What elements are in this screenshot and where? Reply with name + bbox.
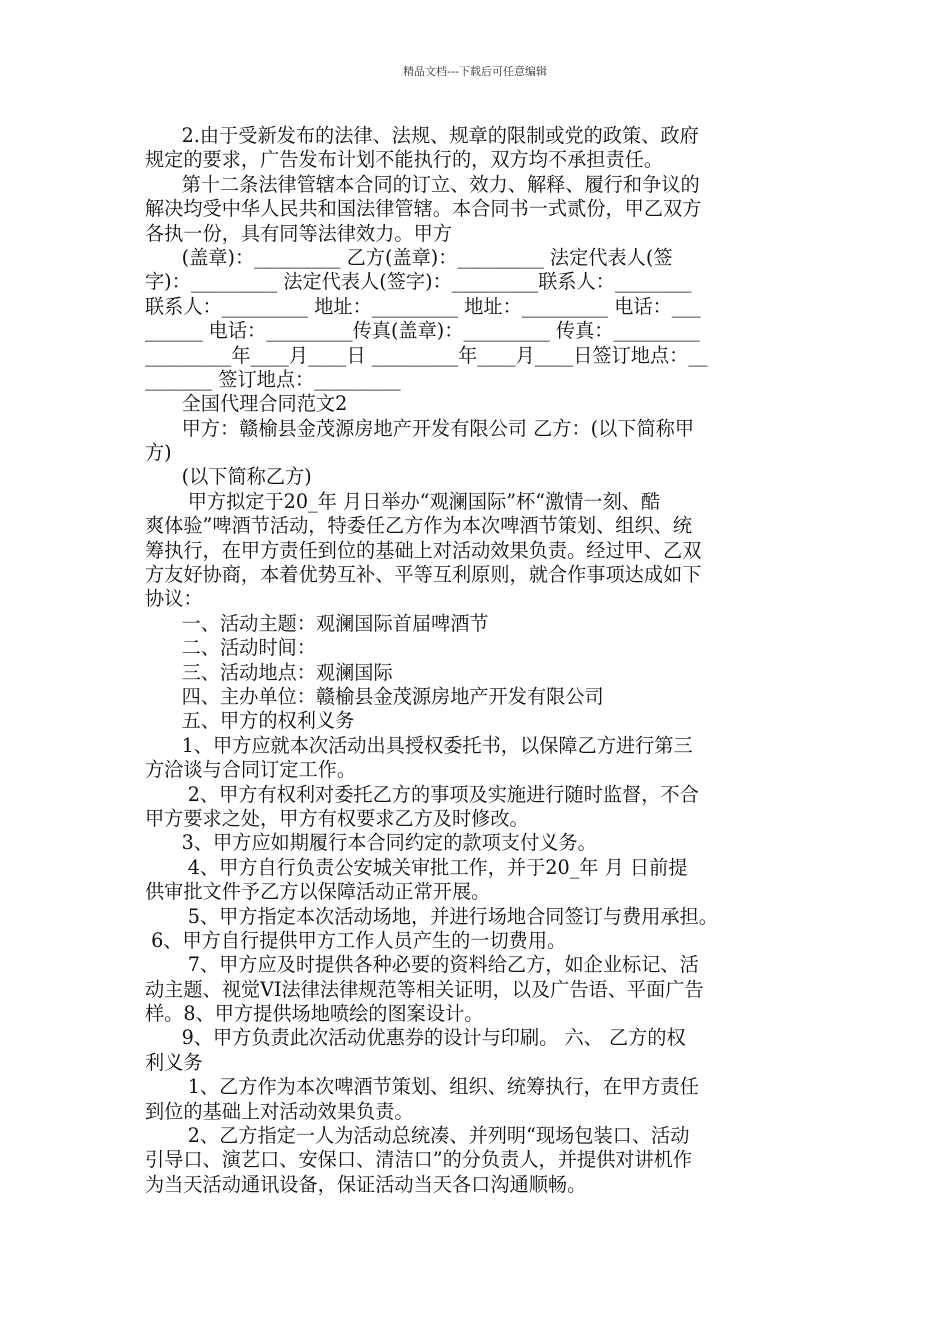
text-line: 方洽谈与合同订定工作。 (145, 758, 357, 782)
text-line: ______ 电话：_________传真(盖章)：_________ 传真：_________ (145, 319, 700, 343)
text-line: 1、甲方应就本次活动出具授权委托书，以保障乙方进行第三 (145, 733, 693, 757)
text-line: 1、乙方作为本次啤酒节策划、组织、统筹执行，在甲方责任 (145, 1075, 699, 1099)
text-line: 5、甲方指定本次活动场地，并进行场地合同签订与费用承担。 (145, 904, 718, 928)
text-line: 2、甲方有权利对委托乙方的事项及实施进行随时监督，不合 (145, 782, 699, 806)
text-line: 甲方要求之处，甲方有权要求乙方及时修改。 (145, 806, 529, 830)
text-line: 五、甲方的权利义务 (145, 709, 355, 733)
text-line: 筹执行，在甲方责任到位的基础上对活动效果负责。经过甲、乙双 (145, 538, 702, 562)
text-line: 二、活动时间： (145, 636, 316, 660)
text-line: 解决均受中华人民共和国法律管辖。本合同书一式贰份，甲乙双方 (145, 197, 702, 221)
text-line: 到位的基础上对活动效果负责。 (145, 1099, 414, 1123)
text-line: _______ 签订地点：_________ (145, 367, 401, 391)
text-line: 6、甲方自行提供甲方工作人员产生的一切费用。 (145, 928, 567, 952)
text-line: 各执一份，具有同等法律效力。甲方 (145, 221, 452, 245)
section-title: 全国代理合同范文2 (145, 392, 348, 416)
document-body (145, 124, 807, 1197)
text-line: (盖章)：_________ 乙方(盖章)：_________ 法定代表人(签 (145, 245, 673, 269)
text-line: 四、主办单位：赣榆县金茂源房地产开发有限公司 (145, 684, 604, 708)
text-line: 规定的要求，广告发布计划不能执行的，双方均不承担责任。 (145, 148, 664, 172)
text-line: 动主题、视觉VI法律法律规范等相关证明，以及广告语、平面广告 (145, 977, 704, 1001)
text-line: 三、活动地点：观澜国际 (145, 660, 393, 684)
text-line: 协议： (145, 587, 203, 611)
text-line: _________年____月____日 _________年____月____日签订地点：__ (145, 343, 708, 367)
text-line: 2、乙方指定一人为活动总统凑、并列明“现场包装口、活动 (145, 1124, 690, 1148)
text-line: 4、甲方自行负责公安城关审批工作，并于20_年 月 日前提 (145, 855, 688, 879)
text-line: 甲方：赣榆县金茂源房地产开发有限公司 乙方：(以下简称甲 (145, 416, 695, 440)
text-line: 2.由于受新发布的法律、法规、规章的限制或党的政策、政府 (145, 124, 699, 147)
text-line: 利义务 (145, 1050, 203, 1074)
text-line: 为当天活动通讯设备，保证活动当天各口沟通顺畅。 (145, 1172, 587, 1196)
text-line: 7、甲方应及时提供各种必要的资料给乙方，如企业标记、活 (145, 953, 699, 977)
text-line: 一、活动主题：观澜国际首届啤酒节 (145, 611, 489, 635)
text-line: 样。8、甲方提供场地喷绘的图案设计。 (145, 1002, 484, 1026)
page-header: 精品文档---下载后可任意编辑 (403, 65, 547, 78)
text-line: 供审批文件予乙方以保障活动正常开展。 (145, 880, 491, 904)
text-line: 第十二条法律管辖本合同的订立、效力、解释、履行和争议的 (145, 172, 700, 196)
text-line: 甲方拟定于20_年 月日举办“观澜国际”杯“激情一刻、酷 (145, 489, 661, 513)
text-line: 方友好协商，本着优势互补、平等互利原则，就合作事项达成如下 (145, 563, 702, 587)
text-line: 9、甲方负责此次活动优惠券的设计与印刷。 六、 乙方的权 (145, 1026, 686, 1050)
text-line: 3、甲方应如期履行本合同约定的款项支付义务。 (145, 831, 597, 855)
text-line: 爽体验”啤酒节活动，特委任乙方作为本次啤酒节策划、组织、统 (145, 514, 693, 538)
text-line: 引导口、演艺口、安保口、清洁口”的分负责人，并提供对讲机作 (145, 1148, 693, 1172)
text-line: 字)：_________ 法定代表人(签字)：_________联系人：________ (145, 270, 692, 294)
text-line: (以下简称乙方) (145, 465, 312, 489)
text-line: 联系人：_________ 地址：_________ 地址：_________ 电话：___ (145, 294, 701, 318)
text-line: 方) (145, 441, 172, 465)
